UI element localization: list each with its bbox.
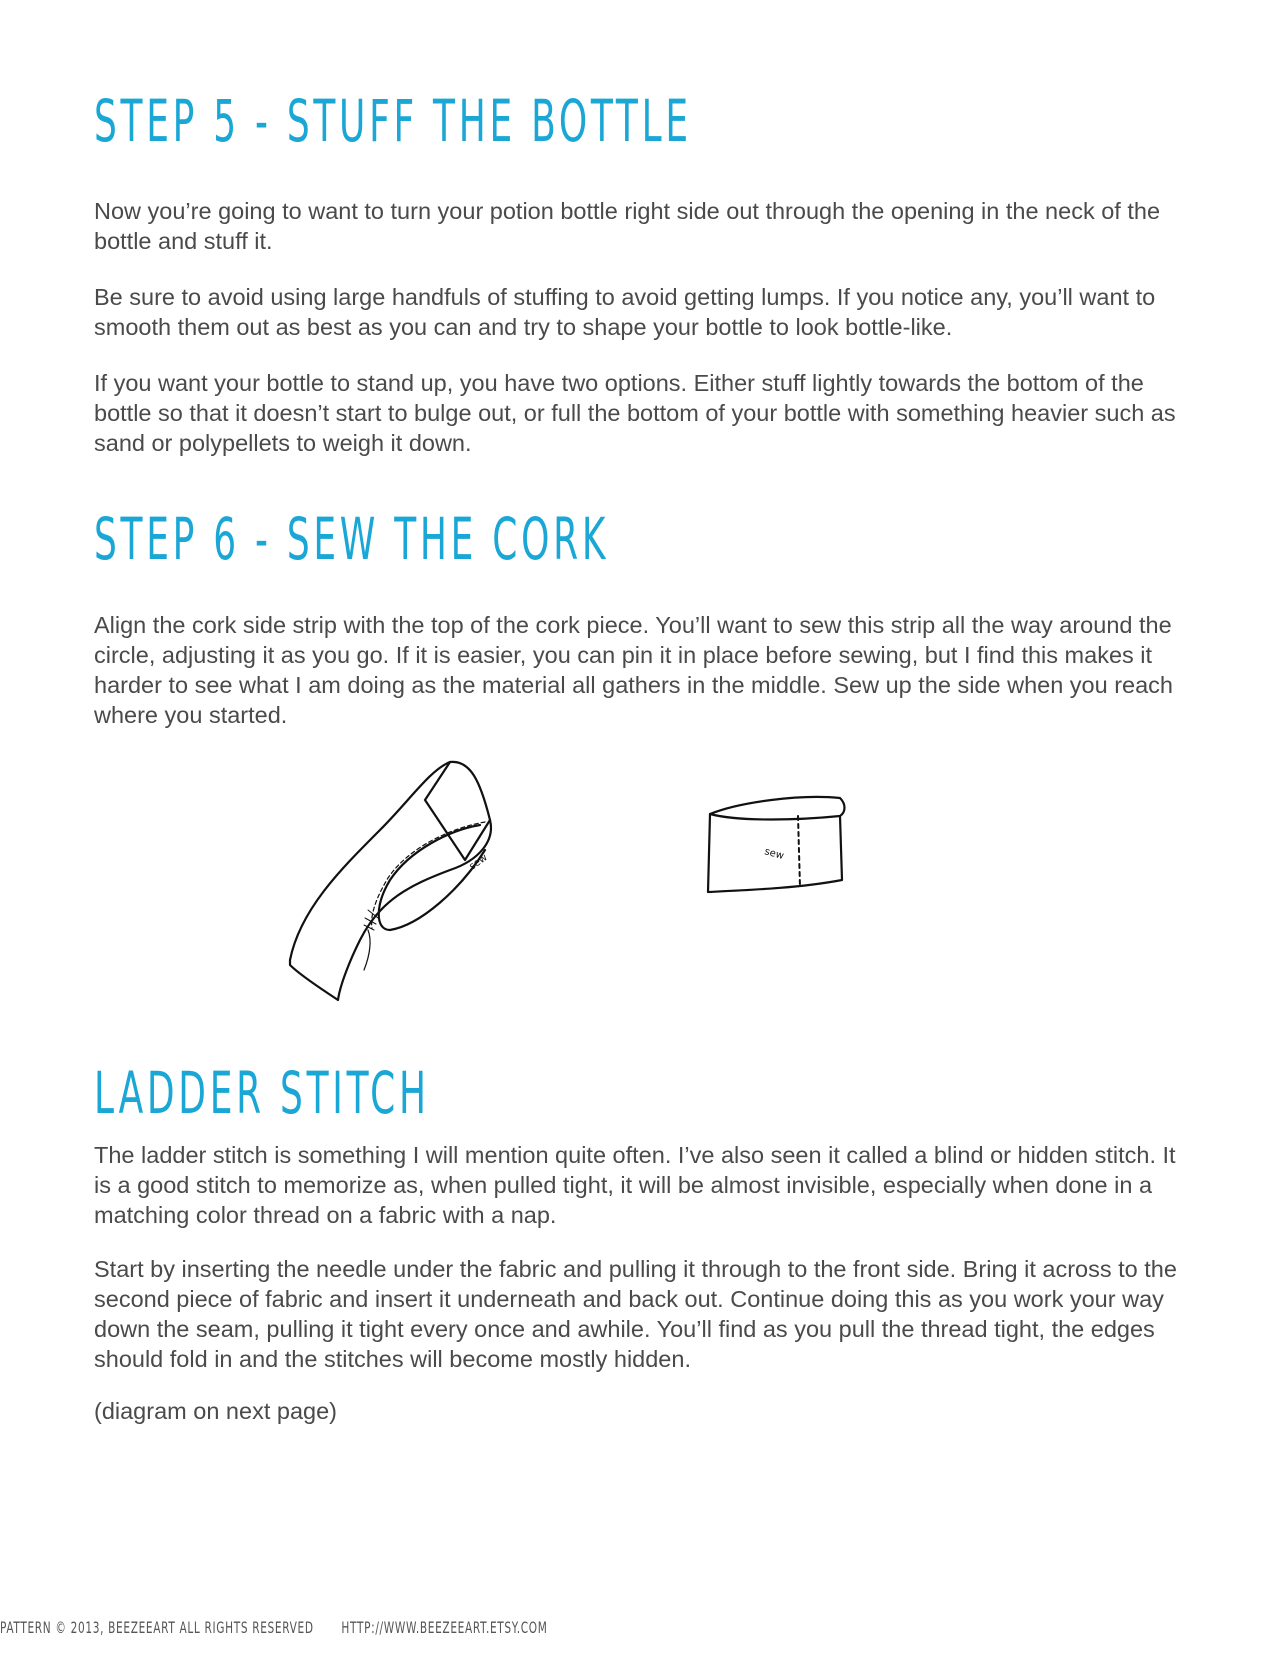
step6-heading: STEP 6 - SEW THE CORK [94,505,610,573]
ladder-paragraph-3: (diagram on next page) [94,1398,337,1424]
cork-strip-sew-label: sew [467,852,490,873]
cork-curl [364,930,370,970]
step5-paragraph-3: If you want your bottle to stand up, you have two options. Either stuff lightly towards the bottom of the bottle so that it doesn’t start to bulge out, or full the bottom of your bottle with something heavier such as sand or polypellets to weigh it down. [94,370,1176,456]
ladder-heading: LADDER STITCH [94,1059,430,1127]
cork-band-top [710,797,845,820]
cork-side-sew-label: sew [763,846,785,862]
cork-strip-sewing-illustration [280,760,520,1020]
footer-url[interactable]: HTTP://WWW.BEEZEEART.ETSY.COM [341,1618,548,1637]
cork-side-seam-illustration [700,792,850,902]
step5-paragraph-2: Be sure to avoid using large handfuls of stuffing to avoid getting lumps. If you notice any, you’ll want to smooth them out as best as you can and try to shape your bottle to look bottle-like. [94,284,1156,340]
cork-side-seam-stitches [798,816,800,887]
ladder-paragraph-2: Start by inserting the needle under the fabric and pulling it through to the front side. Bring it across to the second piece of fabric and insert it underneath and back out. Continue doing this as you work your way down the seam, pulling it tight every once and awhile. You’ll find as you pull the thread tight, the edges should fold in and the stitches will become mostly hidden. [94,1256,1177,1372]
step6-paragraph-1: Align the cork side strip with the top of the cork piece. You’ll want to sew this strip all the way around the circle, adjusting it as you go. If it is easier, you can pin it in place before sewing, but I find this makes it harder to see what I am doing as the material all gathers in the middle. Sew up the side when you reach where you started. [94,612,1174,728]
footer-copyright: PATTERN © 2013, BEEZEEART ALL RIGHTS RESERVED [0,1618,314,1637]
cork-strip-fold [425,762,490,860]
step5-paragraph-1: Now you’re going to want to turn your potion bottle right side out through the opening in the neck of the bottle and stuff it. [94,198,1161,254]
ladder-paragraph-1: The ladder stitch is something I will mention quite often. I’ve also seen it called a blind or hidden stitch. It is a good stitch to memorize as, when pulled tight, it will be almost invisible, especially when done in a matching color thread on a fabric with a nap. [94,1142,1176,1228]
page-footer [0,1618,571,1637]
step5-heading: STEP 5 - STUFF THE BOTTLE [94,87,692,155]
